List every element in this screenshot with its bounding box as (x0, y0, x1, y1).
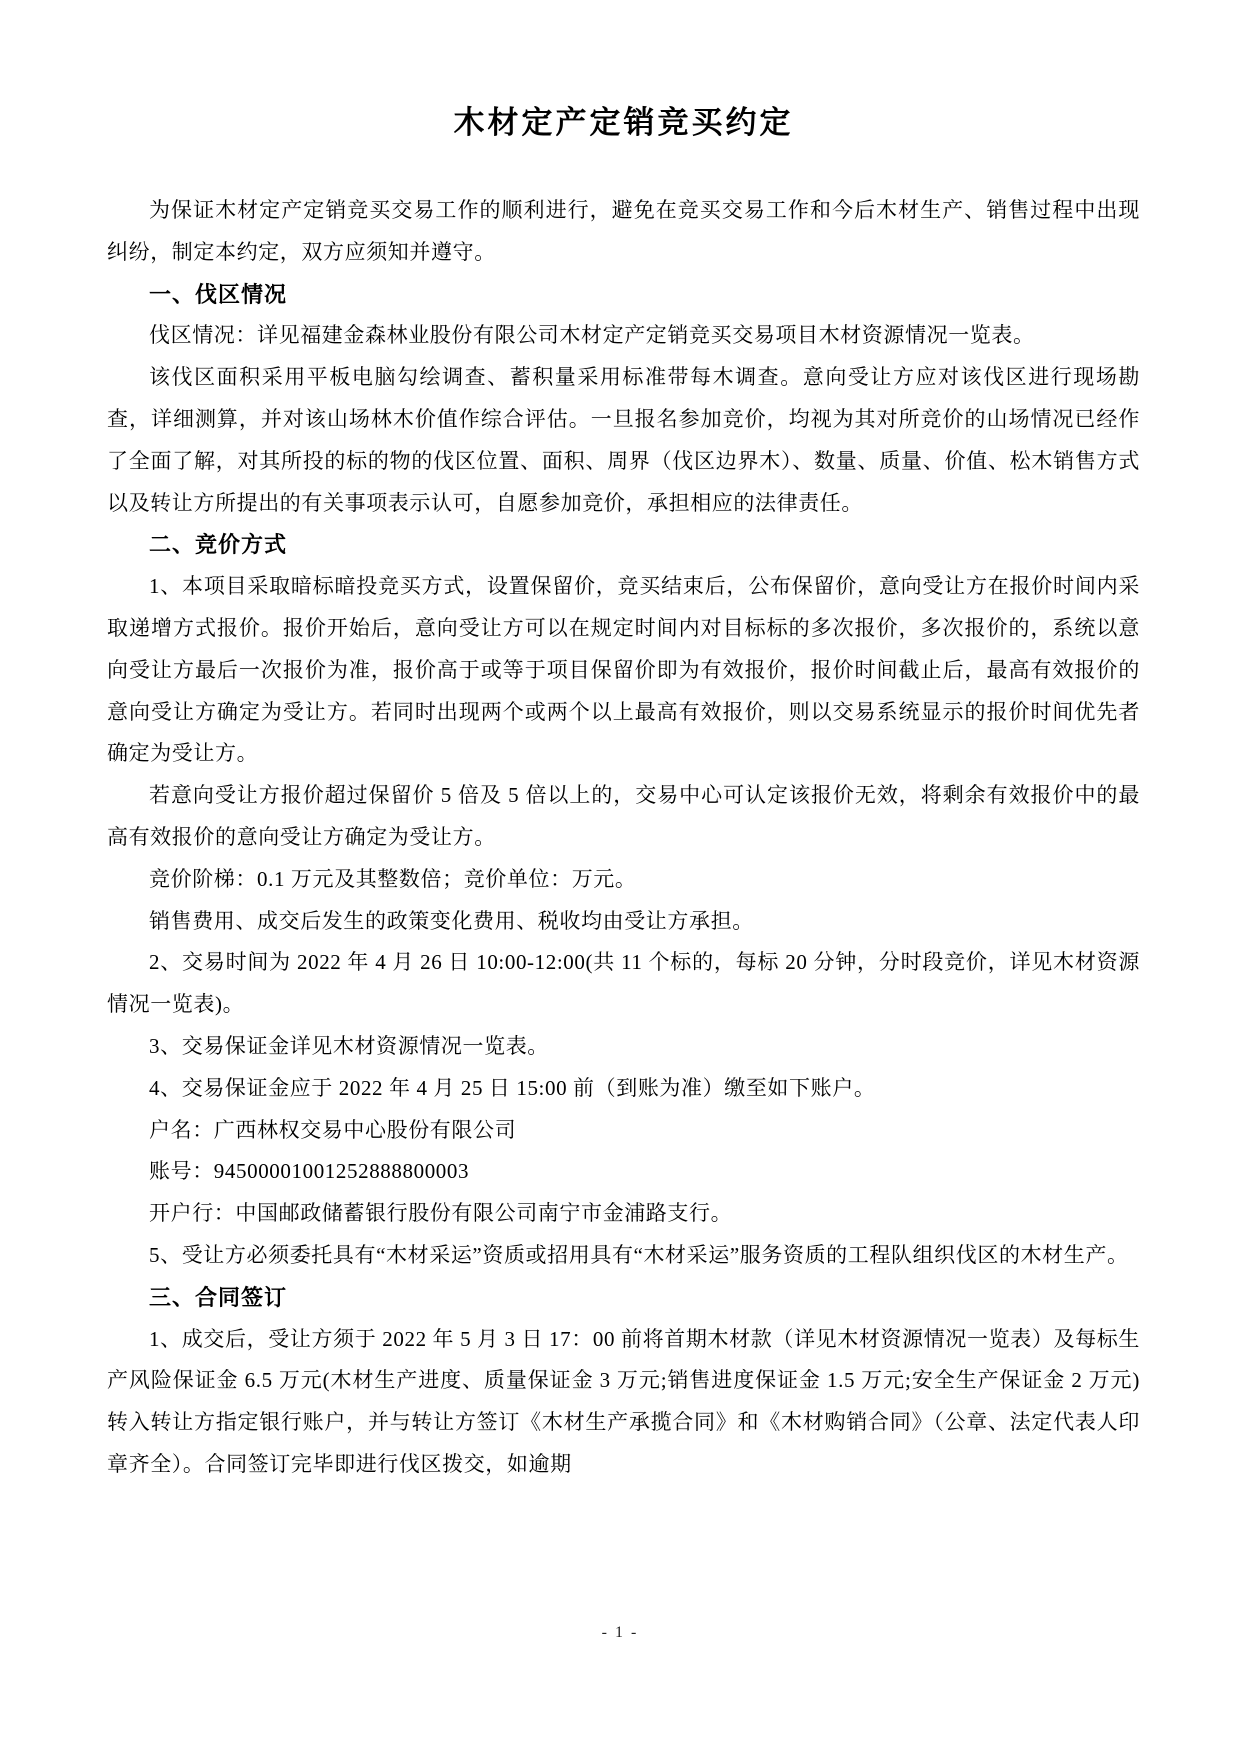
section-2-paragraph: 若意向受让方报价超过保留价 5 倍及 5 倍以上的，交易中心可认定该报价无效，将剩余有效报价中的最高有效报价的意向受让方确定为受让方。 (107, 783, 1140, 849)
section-3-heading: 三、合同签订 (149, 1284, 288, 1310)
section-1-paragraph: 该伐区面积采用平板电脑勾绘调查、蓄积量采用标准带每木调查。意向受让方应对该伐区进行现场勘查，详细测算，并对该山场林木价值作综合评估。一旦报名参加竞价，均视为其对所竞价的山场情况已经作了全面了解，对其所投的标的物的伐区位置、面积、周界（伐区边界木）、数量、质量、价值、松木销售方式以及转让方所提出的有关事项表示认可，自愿参加竞价，承担相应的法律责任。 (107, 365, 1140, 515)
account-name-line: 户名：广西林权交易中心股份有限公司 (149, 1117, 517, 1142)
document-title: 木材定产定销竞买约定 (453, 105, 794, 140)
bank-branch-line: 开户行：中国邮政储蓄银行股份有限公司南宁市金浦路支行。 (149, 1201, 733, 1226)
section-2-paragraph: 5、受让方必须委托具有“木材采运”资质或招用具有“木材采运”服务资质的工程队组织伐区的木材生产。 (149, 1242, 1129, 1267)
section-1-heading: 一、伐区情况 (149, 281, 288, 307)
section-2-heading: 二、竞价方式 (149, 532, 288, 558)
section-2-paragraph: 4、交易保证金应于 2022 年 4 月 25 日 15:00 前（到账为准）缴至如下账户。 (149, 1075, 876, 1100)
section-2-paragraph: 2、交易时间为 2022 年 4 月 26 日 10:00-12:00(共 11 个标的，每标 20 分钟，分时段竞价，详见木材资源情况一览表)。 (107, 950, 1140, 1017)
section-1-paragraph: 伐区情况：详见福建金森林业股份有限公司木材定产定销竞买交易项目木材资源情况一览表。 (149, 323, 1035, 348)
intro-paragraph: 为保证木材定产定销竞买交易工作的顺利进行，避免在竞买交易工作和今后木材生产、销售过程中出现纠纷，制定本约定，双方应须知并遵守。 (107, 198, 1140, 264)
page-number: - 1 - (601, 1624, 639, 1641)
section-2-paragraph: 1、本项目采取暗标暗投竞买方式，设置保留价，竞买结束后，公布保留价，意向受让方在报价时间内采取递增方式报价。报价开始后，意向受让方可以在规定时间内对目标标的多次报价，多次报价的，系统以意向受让方最后一次报价为准，报价高于或等于项目保留价即为有效报价，报价时间截止后，最高有效报价的意向受让方确定为受让方。若同时出现两个或两个以上最高有效报价，则以交易系统显示的报价时间优先者确定为受让方。 (107, 574, 1140, 766)
section-3-paragraph: 1、成交后，受让方须于 2022 年 5 月 3 日 17：00 前将首期木材款（详见木材资源情况一览表）及每标生产风险保证金 6.5 万元(木材生产进度、质量保证金 3 万元;销售进度保证金 1.5 万元;安全生产保证金 2 万元)转入转让方指定银行账户，并与转让方签订《木材生产承揽合同》和《木材购销合同》（公章、法定代表人印章齐全）。合同签订完毕即进行伐区拨交，如逾期 (107, 1326, 1140, 1476)
section-2-paragraph: 销售费用、成交后发生的政策变化费用、税收均由受让方承担。 (149, 908, 754, 933)
page-footer (0, 1624, 1240, 1642)
section-2-paragraph: 3、交易保证金详见木材资源情况一览表。 (149, 1033, 549, 1058)
section-2-paragraph: 竞价阶梯：0.1 万元及其整数倍；竞价单位：万元。 (149, 866, 637, 891)
account-number-line: 账号：94500001001252888800003 (149, 1159, 470, 1184)
